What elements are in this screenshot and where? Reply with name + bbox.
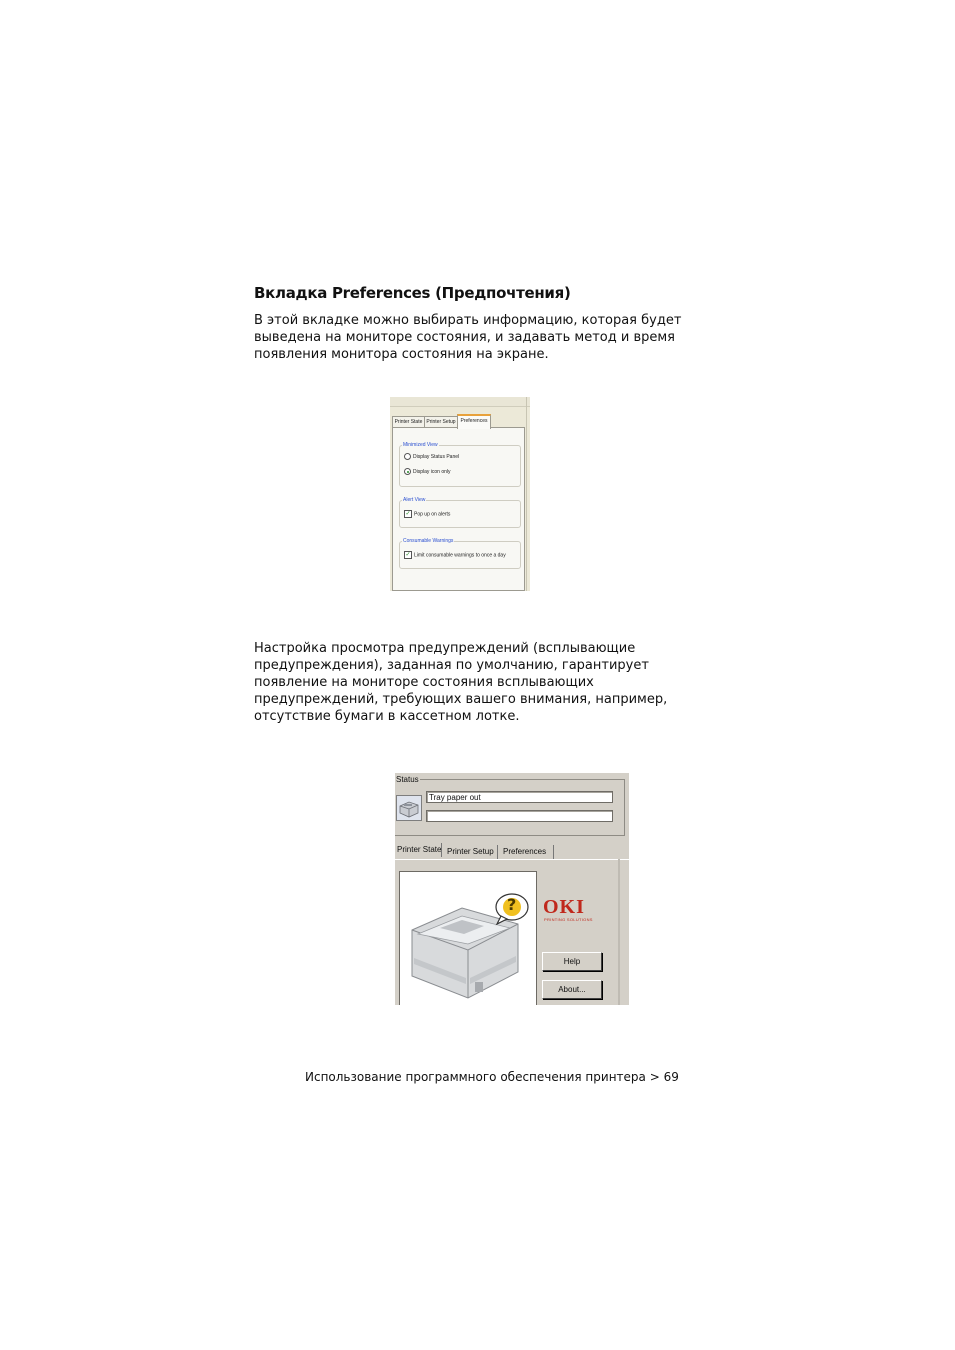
status-group [395, 779, 625, 836]
preferences-tab-screenshot [390, 397, 530, 591]
checkbox-label: Pop up on alerts [414, 511, 451, 518]
radio-button-icon [404, 453, 411, 460]
checkbox-checked-icon: ✓ [405, 511, 411, 517]
checkbox-pop-up-on-alerts[interactable] [404, 510, 450, 518]
section-heading: Вкладка Preferences (Предпочтения) [254, 284, 571, 302]
status-monitor-screenshot [395, 773, 629, 1005]
intro-line: появления монитора состояния на экране. [254, 347, 549, 362]
checkbox-label: Limit consumable warnings to once a day [414, 552, 506, 559]
about-button[interactable]: About... [542, 980, 602, 999]
radio-label: Display icon only [413, 468, 451, 475]
alert-line: предупреждения), заданная по умолчанию, гарантирует [254, 658, 649, 673]
page-footer: Использование программного обеспечения принтера > 69 [305, 1070, 679, 1084]
radio-display-icon-only[interactable] [404, 468, 451, 475]
help-button[interactable]: Help [542, 952, 602, 971]
alert-line: отсутствие бумаги в кассетном лотке. [254, 709, 520, 724]
tab-preferences[interactable]: Preferences [501, 845, 554, 859]
window-edge [526, 397, 527, 591]
oki-logo: OKI [543, 896, 585, 918]
status-message-field[interactable]: Tray paper out [426, 791, 613, 803]
minimized-view-label: Minimized View [403, 442, 438, 448]
tab-baseline [395, 859, 629, 860]
tab-preferences[interactable]: Preferences [457, 414, 491, 429]
intro-line: выведена на мониторе состояния, и задавать метод и время [254, 330, 675, 345]
status-message-field-2[interactable] [426, 810, 613, 822]
tab-printer-setup[interactable]: Printer Setup [424, 416, 458, 428]
checkbox-limit-consumable-warnings[interactable] [404, 551, 506, 559]
tab-printer-state[interactable]: Printer State [395, 843, 442, 857]
radio-button-selected-icon [404, 468, 411, 475]
printer-status-icon [396, 795, 422, 821]
alert-paragraph [254, 640, 714, 725]
radio-display-status-panel[interactable] [404, 453, 459, 460]
panel-divider [618, 859, 620, 1005]
alert-line: предупреждений, требующих вашего внимания, например, [254, 692, 668, 707]
intro-paragraph [254, 312, 714, 363]
alert-symbol: ? [507, 895, 517, 914]
alert-line: Настройка просмотра предупреждений (всплывающие [254, 641, 636, 656]
tab-printer-setup[interactable]: Printer Setup [445, 845, 498, 859]
minimized-view-group [399, 445, 521, 487]
radio-label: Display Status Panel [413, 453, 460, 460]
alert-view-label: Alert View [403, 497, 426, 503]
window-top-strip [390, 397, 530, 407]
checkbox-checked-icon: ✓ [405, 552, 411, 558]
tab-printer-state[interactable]: Printer State [392, 416, 425, 428]
oki-logo-subtitle: PRINTING SOLUTIONS [544, 917, 593, 922]
status-label: Status [396, 775, 419, 784]
alert-question-icon [493, 892, 529, 926]
consumable-warnings-label: Consumable Warnings [403, 538, 454, 544]
alert-line: появление на мониторе состояния всплывающих [254, 675, 594, 690]
intro-line: В этой вкладке можно выбирать информацию, которая будет [254, 313, 682, 328]
